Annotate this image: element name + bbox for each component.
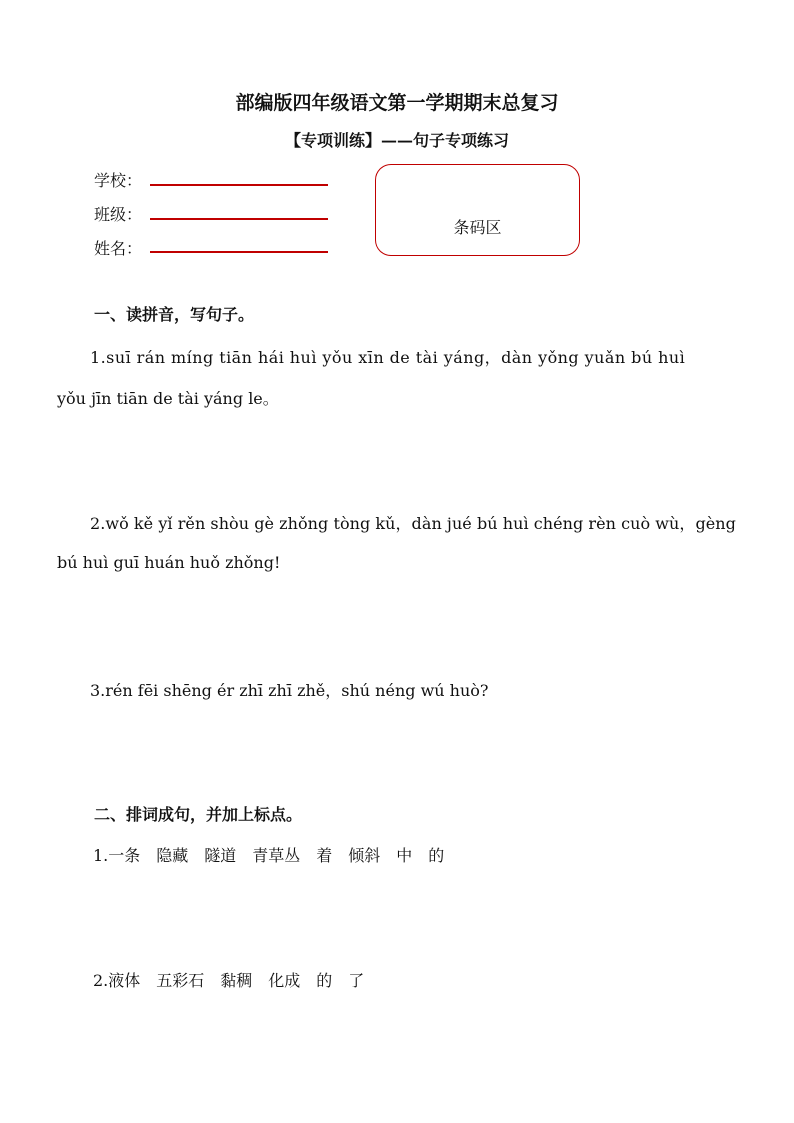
school-field[interactable] [150,184,328,186]
barcode-area [375,164,580,256]
question-4: 1.一条 隐藏 隧道 青草丛 着 倾斜 中 的 [93,846,445,865]
question-3-line-1: 3.rén fēi shēng ér zhī zhī zhě，shú néng wú huò? [90,681,489,700]
section-1-heading: 一、读拼音，写句子。 [94,305,255,324]
question-1-line-1: 1.suī rán míng tiān hái huì yǒu xīn de tài yáng，dàn yǒng yuǎn bú huì [90,348,686,367]
page-subtitle: 【专项训练】——句子专项练习 [284,131,509,150]
school-label: 学校： [94,171,143,190]
name-label: 姓名： [94,239,143,258]
barcode-label: 条码区 [453,218,502,237]
class-label: 班级： [94,205,143,224]
name-field[interactable] [150,251,328,253]
question-5: 2.液体 五彩石 黏稠 化成 的 了 [93,971,365,990]
question-2-line-1: 2.wǒ kě yǐ rěn shòu gè zhǒng tòng kǔ，dàn jué bú huì chéng rèn cuò wù，gèng [90,514,736,533]
section-2-heading: 二、排词成句，并加上标点。 [94,805,303,824]
page-title: 部编版四年级语文第一学期期末总复习 [235,92,559,114]
question-2-line-2: bú huì guī huán huǒ zhǒng! [57,553,281,572]
question-1-line-2: yǒu jīn tiān de tài yáng le。 [57,389,279,408]
class-field[interactable] [150,218,328,220]
